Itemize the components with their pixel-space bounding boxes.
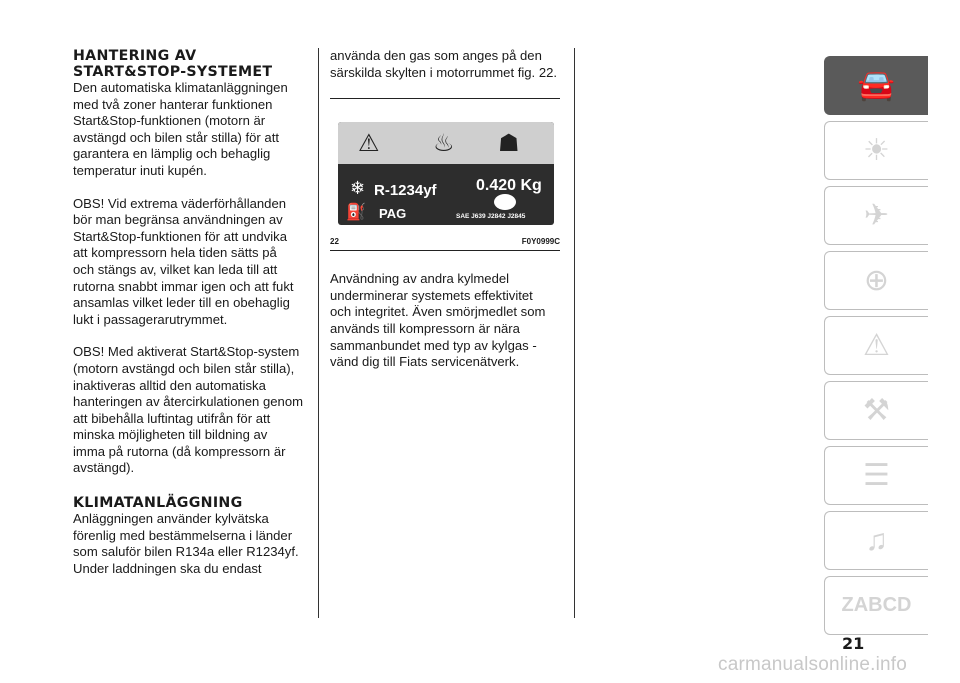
oil-type: PAG <box>379 206 407 222</box>
tab-technical-data[interactable] <box>824 446 928 505</box>
text-line: särskilda skylten i motorrummet fig. 22. <box>330 64 558 80</box>
tab-index[interactable] <box>824 576 928 635</box>
page-number: 21 <box>842 634 865 653</box>
text-line: (motorn avstängd och bilen står stilla), <box>73 360 295 376</box>
maintenance-icon: ⚒ <box>863 394 890 427</box>
text-line: bör man begränsa användningen av <box>73 212 283 228</box>
figure-caption <box>330 237 560 251</box>
technical-data-icon: ☰ <box>863 459 890 492</box>
refrigerant-snowflake-icon: ❄ <box>350 178 366 199</box>
tab-dashboard[interactable] <box>824 56 928 115</box>
paragraph <box>73 196 311 329</box>
car-info-icon: 🚘 <box>857 69 896 102</box>
heading-line: HANTERING AV <box>73 48 197 64</box>
text-line: använda den gas som anges på den <box>330 48 542 63</box>
tab-starting-driving[interactable] <box>824 251 928 310</box>
warning-lights-icon: ☀ <box>863 134 890 167</box>
text-line: lukt i passagerarutrymmet. <box>73 311 228 327</box>
airbag-seatbelt-icon: ✈ <box>863 199 890 232</box>
paragraph <box>73 80 311 180</box>
text-line: underminerar systemets effektivitet <box>330 287 533 303</box>
text-line: Den automatiska klimatanläggningen <box>73 80 288 95</box>
paragraph <box>330 48 560 81</box>
paragraph <box>73 511 311 577</box>
tab-maintenance[interactable] <box>824 381 928 440</box>
sae-standards: SAE J639 J2842 J2845 <box>456 213 526 221</box>
figure-code: F0Y0999C <box>521 237 560 247</box>
oil-can-icon: ⛽ <box>346 204 366 222</box>
text-line: garantera en lämplig och behaglig <box>73 146 271 162</box>
left-column <box>73 48 311 577</box>
figure-top-rule <box>330 98 560 99</box>
text-line: imma på rutorna (då kompressorn är <box>73 443 286 459</box>
text-line: hanteringen av återcirkulationen genom <box>73 394 304 410</box>
text-line: OBS! Med aktiverat Start&Stop-system <box>73 344 300 360</box>
column-divider <box>574 48 575 618</box>
text-line: temperatur inuti kupén. <box>73 162 207 178</box>
text-line: minska möjligheten till bildning av <box>73 427 268 443</box>
text-line: förenlig med bestämmelserna i länder <box>73 527 293 543</box>
refrigerant-label-figure <box>338 122 554 225</box>
heading-line: START&STOP-SYSTEMET <box>73 64 273 80</box>
text-line: OBS! Vid extrema väderförhållanden <box>73 195 287 211</box>
manual-reader-icon: ☗ <box>498 130 520 158</box>
refrigerant-type: R-1234yf <box>374 182 437 200</box>
index-icon: ZABCD <box>841 594 912 616</box>
tab-emergency[interactable] <box>824 316 928 375</box>
chapter-tabs <box>824 56 928 641</box>
mopar-logo-icon <box>494 194 516 210</box>
warning-triangle-icon: ⚠ <box>358 130 380 158</box>
text-line: sammanbundet med typ av kylgas - <box>330 337 537 353</box>
text-line: som saluför bilen R134a eller R1234yf. <box>73 544 299 560</box>
text-line: ansamlas vilket leder till en obehaglig <box>73 295 290 311</box>
text-line: Anläggningen använder kylvätska <box>73 511 269 527</box>
text-line: och stängs av, vilket kan leda till att <box>73 261 278 277</box>
text-line: Start&Stop-funktionen (motorn är <box>73 113 266 129</box>
emergency-icon: ⚠ <box>863 329 890 362</box>
section-heading-climate: KLIMATANLÄGGNING <box>73 495 243 512</box>
text-line: med två zoner hanterar funktionen <box>73 96 273 112</box>
multimedia-icon: ♫ <box>865 523 888 557</box>
text-line: Start&Stop-funktionen för att undvika <box>73 228 287 244</box>
paragraph <box>73 344 311 477</box>
figure-number: 22 <box>330 237 339 247</box>
text-line: avstängd och bilen står stilla) för att <box>73 129 279 145</box>
tab-warning-lights[interactable] <box>824 121 928 180</box>
section-heading-start-stop <box>73 48 311 80</box>
watermark: carmanualsonline.info <box>718 654 908 675</box>
text-line: att bibehålla luftintag utifrån för att <box>73 410 271 426</box>
text-line: Användning av andra kylmedel <box>330 271 510 287</box>
text-line: Under laddningen ska du endast <box>73 560 262 576</box>
tab-multimedia[interactable] <box>824 511 928 570</box>
text-line: att kompressorn hela tiden sätts på <box>73 245 277 261</box>
tab-safety[interactable] <box>824 186 928 245</box>
text-line: och integritet. Även smörjmedlet som <box>330 304 546 320</box>
flame-icon: ♨ <box>433 130 455 158</box>
paragraph <box>330 271 560 371</box>
refrigerant-weight: 0.420 Kg <box>476 177 542 195</box>
text-line: rutorna snabbt immar igen och att fukt <box>73 278 294 294</box>
right-column <box>330 48 560 371</box>
steering-key-icon: ⊕ <box>863 264 890 297</box>
text-line: inaktiveras alltid den automatiska <box>73 377 266 393</box>
text-line: vänd dig till Fiats servicenätverk. <box>330 354 520 370</box>
text-line: avstängd). <box>73 460 135 476</box>
text-line: används till kompressorn är nära <box>330 320 520 336</box>
column-divider <box>318 48 319 618</box>
